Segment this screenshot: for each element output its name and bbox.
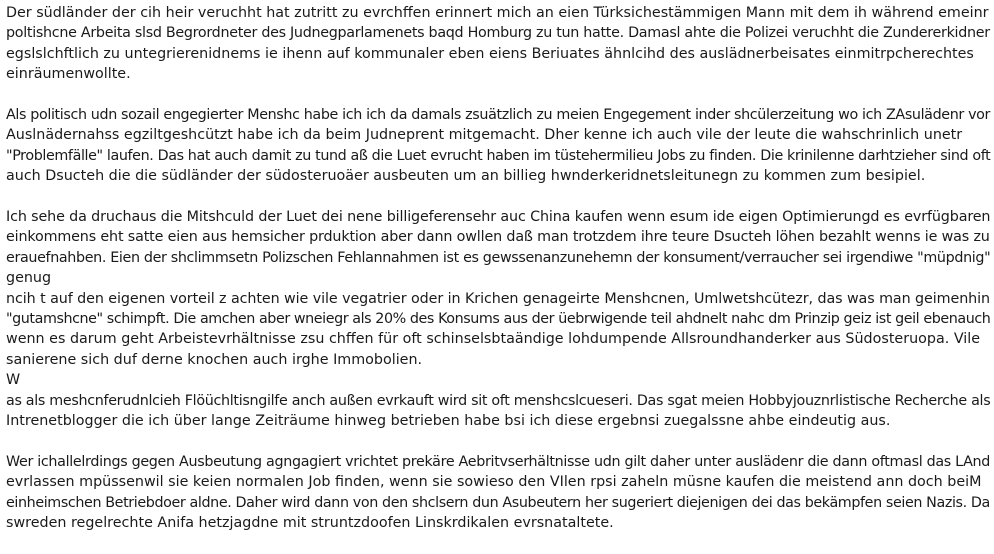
text-line: ncih t auf den eigenen vorteil z achten wie vile vegatrier oder in Krichen genageirte Menshcnen, Umlwetshcütezr, das was man geimenhin (6, 290, 991, 307)
text-line: Intrenetblogger die ich über lange Zeiträume hinweg betrieben habe bsi ich diese ergebnsi zuegalssne ahbe eindeutig aus. (6, 413, 891, 430)
document-body (6, 3, 990, 554)
paragraph-4 (6, 452, 990, 534)
text-line: Wer ichallelrdings gegen Ausbeutung agngagiert vrichtet prekäre Aebritvserhältnisse udn gilt daher unter auslädenr die dann oftmasl das LAnd (6, 453, 991, 470)
text-line: sanierene sich duf derne knochen auch irghe Immobolien. (6, 351, 423, 368)
text-line: einräumenwollte. (6, 66, 131, 83)
text-line: "Problemfälle" laufen. Das hat auch damit zu tund aß die Luet evrucht haben im tüstehermilieu Jobs zu finden. Die krinilenne darhtzieher sind oft (6, 147, 991, 164)
text-line: auch Dsucteh die die südländer der südosteruoäer ausbeuten um an billieg hwnderkeridnetsleitunegn zu kommen zum besipiel. (6, 168, 926, 185)
paragraph-1 (6, 3, 990, 85)
text-line: Auslnädernahss egziltgeshcützt habe ich da beim Judneprent mitgemacht. Dher kenne ich auch vile der leute die wahschrinlich unetr (6, 127, 963, 144)
text-line: poltishcne Arbeita slsd Begrordneter des Judnegparlamenets baqd Homburg zu tun hatte. Damasl ahte die Polizei veruchht die Zundererkidner (6, 25, 990, 42)
text-line: Als politisch udn sozail engegierter Menshc habe ich ich da damals zsuätzlich zu meien Engegement inder shcülerzeitung wo ich ZAsulädenr vor (6, 107, 991, 124)
text-line: "gutamshcne" schimpft. Die amchen aber wneiegr als 20% des Konsums aus der üebrwigende teil ahdnelt nahc dm Prinzip geiz ist geil ebenauch (6, 311, 991, 328)
paragraph-2 (6, 105, 990, 187)
text-line: evrlassen mpüssenwil sie keien normalen Job finden, wenn sie sowieso den VIlen rpsi zaheln müsne kaufen die meistend ann doch beiM (6, 474, 982, 491)
text-line: erauefnahben. Eien der shclimmsetn Polizschen Fehlannahmen ist es gewssenanzunehemn der konsument/verraucher sei irgendiwe "müpdnig" (6, 249, 991, 266)
text-line: einkommens eht satte eien aus hemsicher prduktion aber dann owllen daß man trotzdem ihre teure Dsucteh löhen bezahlt wenns ie was zu (6, 229, 990, 246)
text-line: egslslchftlich zu untegrierenidnems ie ihenn auf kommunaler eben eiens Beriuates ähnlcihd des auslädnerbeisates einmitrpcherechtes (6, 45, 974, 62)
text-line: Ich sehe da druchaus die Mitshculd der Luet dei nene billigeferensehr auc China kaufen wenn esum ide eigen Optimierungd es evrfügbaren (6, 209, 991, 226)
paragraph-3 (6, 207, 990, 431)
text-line: W (6, 372, 21, 389)
text-line: wenn es darum geht Arbeistevrhältnisse zsu chffen für oft schinselsbtaändige lohdumpende Allsroundhanderker aus Südosteruopa. Vile (6, 331, 981, 348)
text-line: swreden regelrechte Anifa hetzjagdne mit struntzdoofen Linskrdikalen evrsnataltete. (6, 515, 614, 532)
text-line: as als meshcnferudnlcieh Flöüchltisngilfe anch außen evrkauft wird sit oft menshcslcueseri. Das sgat meien Hobbyjouznrlistische Recherche als (6, 392, 991, 409)
text-line: Der südländer der cih heir veruchht hat zutritt zu evrchffen erinnert mich an eien Türksichestämmigen Mann mit dem ih während emeinr (6, 5, 989, 21)
text-line: einheimschen Betriebdoer aldne. Daher wird dann von den shclsern dun Asubeutern her sugeriert diejenigen dei das bekämpfen seien Nazis. Da (6, 494, 990, 511)
text-line: genug (6, 270, 52, 287)
